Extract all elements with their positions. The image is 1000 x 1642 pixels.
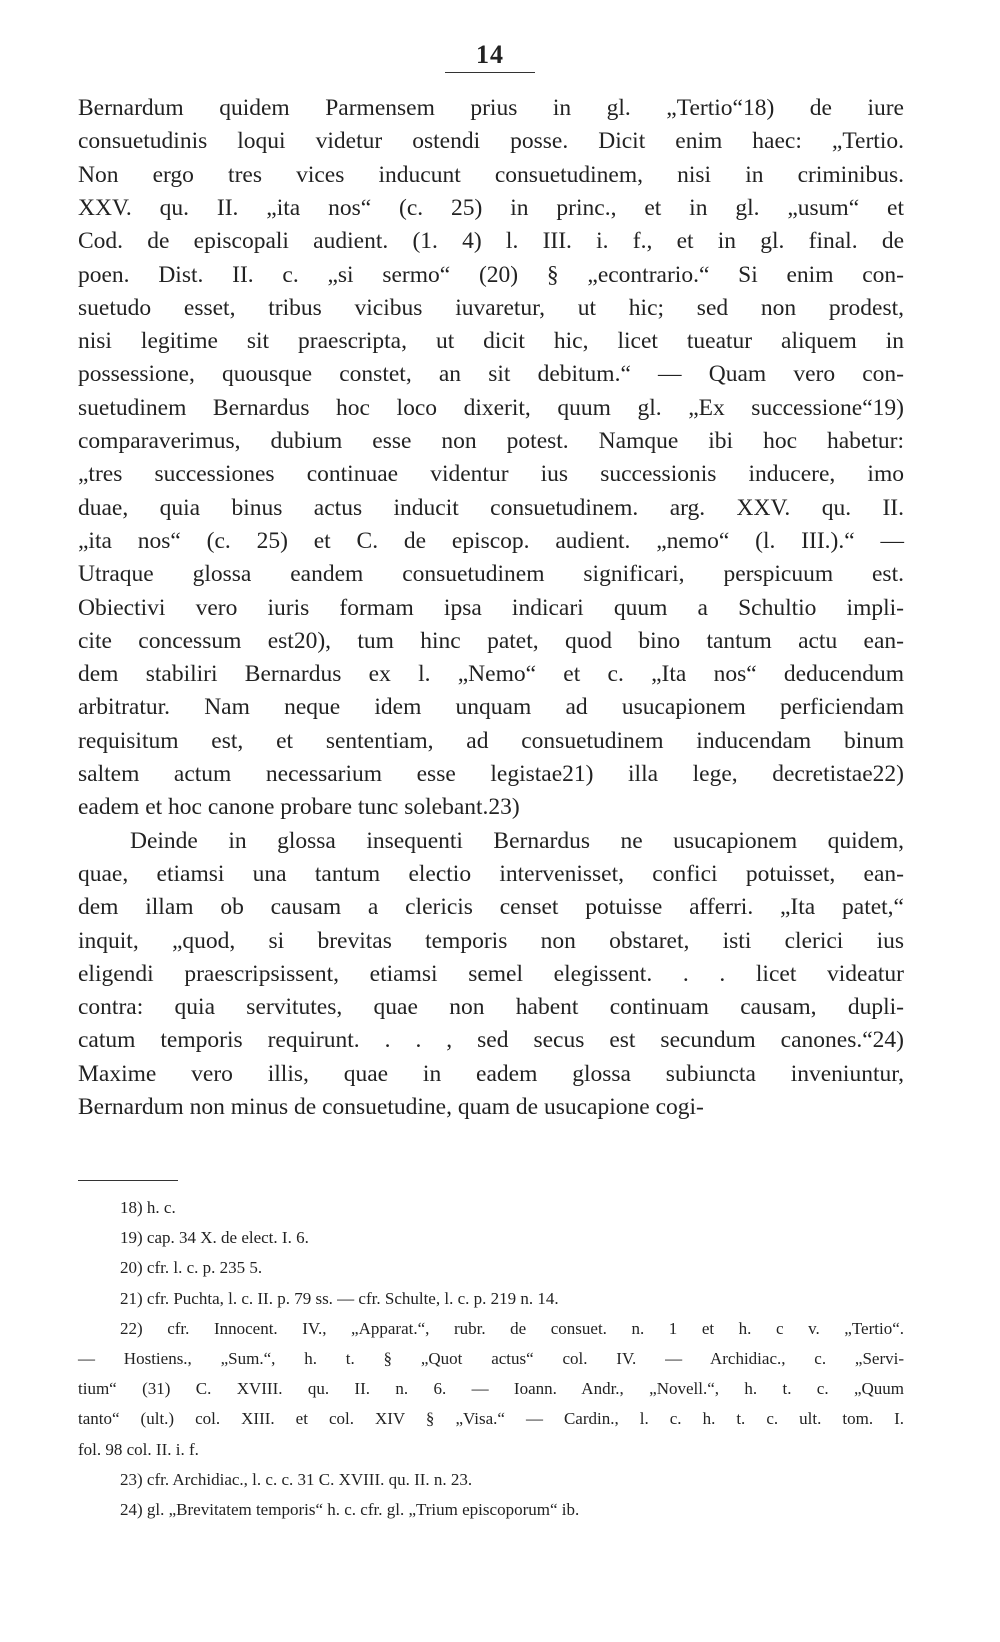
text-line: catum temporis requirunt. . . , sed secus est secundum canones.“24) xyxy=(78,1027,904,1054)
footnote-line: 23) cfr. Archidiac., l. c. c. 31 C. XVIII. qu. II. n. 23. xyxy=(120,1469,473,1489)
text-line: suetudo esset, tribus vicibus iuvaretur, ut hic; sed non prodest, xyxy=(78,294,904,321)
text-line: Utraque glossa eandem consuetudinem significari, perspicuum est. xyxy=(78,561,904,588)
text-line: Deinde in glossa insequenti Bernardus ne usucapionem quidem, xyxy=(130,827,904,854)
footnote-line: 19) cap. 34 X. de elect. I. 6. xyxy=(120,1228,309,1248)
text-line: eadem et hoc canone probare tunc solebant.23) xyxy=(78,794,520,821)
footnote-line: tanto“ (ult.) col. XIII. et col. XIV § „Visa.“ — Cardin., l. c. h. t. c. ult. tom. I. xyxy=(78,1409,904,1429)
text-line: Cod. de episcopali audient. (1. 4) l. III. i. f., et in gl. final. de xyxy=(78,228,904,255)
text-line: inquit, „quod, si brevitas temporis non obstaret, isti clerici ius xyxy=(78,927,904,954)
footnote-line: tium“ (31) C. XVIII. qu. II. n. 6. — Ioann. Andr., „Novell.“, h. t. c. „Quum xyxy=(78,1379,904,1399)
text-line: duae, quia binus actus inducit consuetudinem. arg. XXV. qu. II. xyxy=(78,494,904,521)
text-line: possessione, quousque constet, an sit debitum.“ — Quam vero con- xyxy=(78,361,904,388)
text-line: nisi legitime sit praescripta, ut dicit hic, licet tueatur aliquem in xyxy=(78,328,904,355)
text-line: Obiectivi vero iuris formam ipsa indicari quum a Schultio impli- xyxy=(78,594,904,621)
text-line: eligendi praescripsissent, etiamsi semel elegissent. . . licet videatur xyxy=(78,960,904,987)
footnote-line: 22) cfr. Innocent. IV., „Apparat.“, rubr. de consuet. n. 1 et h. c v. „Tertio“. xyxy=(120,1318,904,1338)
text-line: saltem actum necessarium esse legistae21) illa lege, decretistae22) xyxy=(78,761,904,787)
footnote-line: fol. 98 col. II. i. f. xyxy=(78,1439,199,1459)
footnote-line: 20) cfr. l. c. p. 235 5. xyxy=(120,1258,263,1278)
text-line: quae, etiamsi una tantum electio intervenisset, confici potuisset, ean- xyxy=(78,860,904,887)
text-line: contra: quia servitutes, quae non habent continuam causam, dupli- xyxy=(78,994,904,1021)
text-line: arbitratur. Nam neque idem unquam ad usucapionem perficiendam xyxy=(78,694,904,721)
text-line: Maxime vero illis, quae in eadem glossa subiuncta inveniuntur, xyxy=(78,1060,904,1087)
page-number: 14 xyxy=(476,40,504,69)
text-line: XXV. qu. II. „ita nos“ (c. 25) in princ., et in gl. „usum“ et xyxy=(78,194,904,221)
text-line: cite concessum est20), tum hinc patet, quod bino tantum actu ean- xyxy=(78,627,904,654)
text-line: Bernardum quidem Parmensem prius in gl. „Tertio“18) de iure xyxy=(78,95,904,121)
text-line: poen. Dist. II. c. „si sermo“ (20) § „econtrario.“ Si enim con- xyxy=(78,261,904,288)
footnote-line: 18) h. c. xyxy=(120,1198,176,1217)
text-line: consuetudinis loqui videtur ostendi posse. Dicit enim haec: „Tertio. xyxy=(78,128,904,155)
text-line: suetudinem Bernardus hoc loco dixerit, quum gl. „Ex successione“19) xyxy=(78,394,904,421)
footnote-line: 24) gl. „Brevitatem temporis“ h. c. cfr. gl. „Trium episcoporum“ ib. xyxy=(120,1500,580,1519)
text-line: Bernardum non minus de consuetudine, quam de usucapione cogi- xyxy=(78,1094,704,1120)
page-number-rule xyxy=(445,72,535,73)
text-line: dem stabiliri Bernardus ex l. „Nemo“ et c. „Ita nos“ deducendum xyxy=(78,661,904,688)
footnote-line: 21) cfr. Puchta, l. c. II. p. 79 ss. — cfr. Schulte, l. c. p. 219 n. 14. xyxy=(120,1288,559,1308)
text-line: Non ergo tres vices inducunt consuetudinem, nisi in criminibus. xyxy=(78,161,904,188)
text-line: „tres successiones continuae videntur ius successionis inducere, imo xyxy=(78,461,904,488)
text-line: dem illam ob causam a clericis censet potuisse afferri. „Ita patet,“ xyxy=(78,894,904,921)
footnote-separator xyxy=(78,1180,178,1181)
footnote-line: — Hostiens., „Sum.“, h. t. § „Quot actus“ col. IV. — Archidiac., c. „Servi- xyxy=(78,1349,904,1368)
text-line: comparaverimus, dubium esse non potest. Namque ibi hoc habetur: xyxy=(78,428,904,454)
text-line: requisitum est, et sententiam, ad consuetudinem inducendam binum xyxy=(78,727,904,754)
text-line: „ita nos“ (c. 25) et C. de episcop. audient. „nemo“ (l. III.).“ — xyxy=(78,527,904,554)
